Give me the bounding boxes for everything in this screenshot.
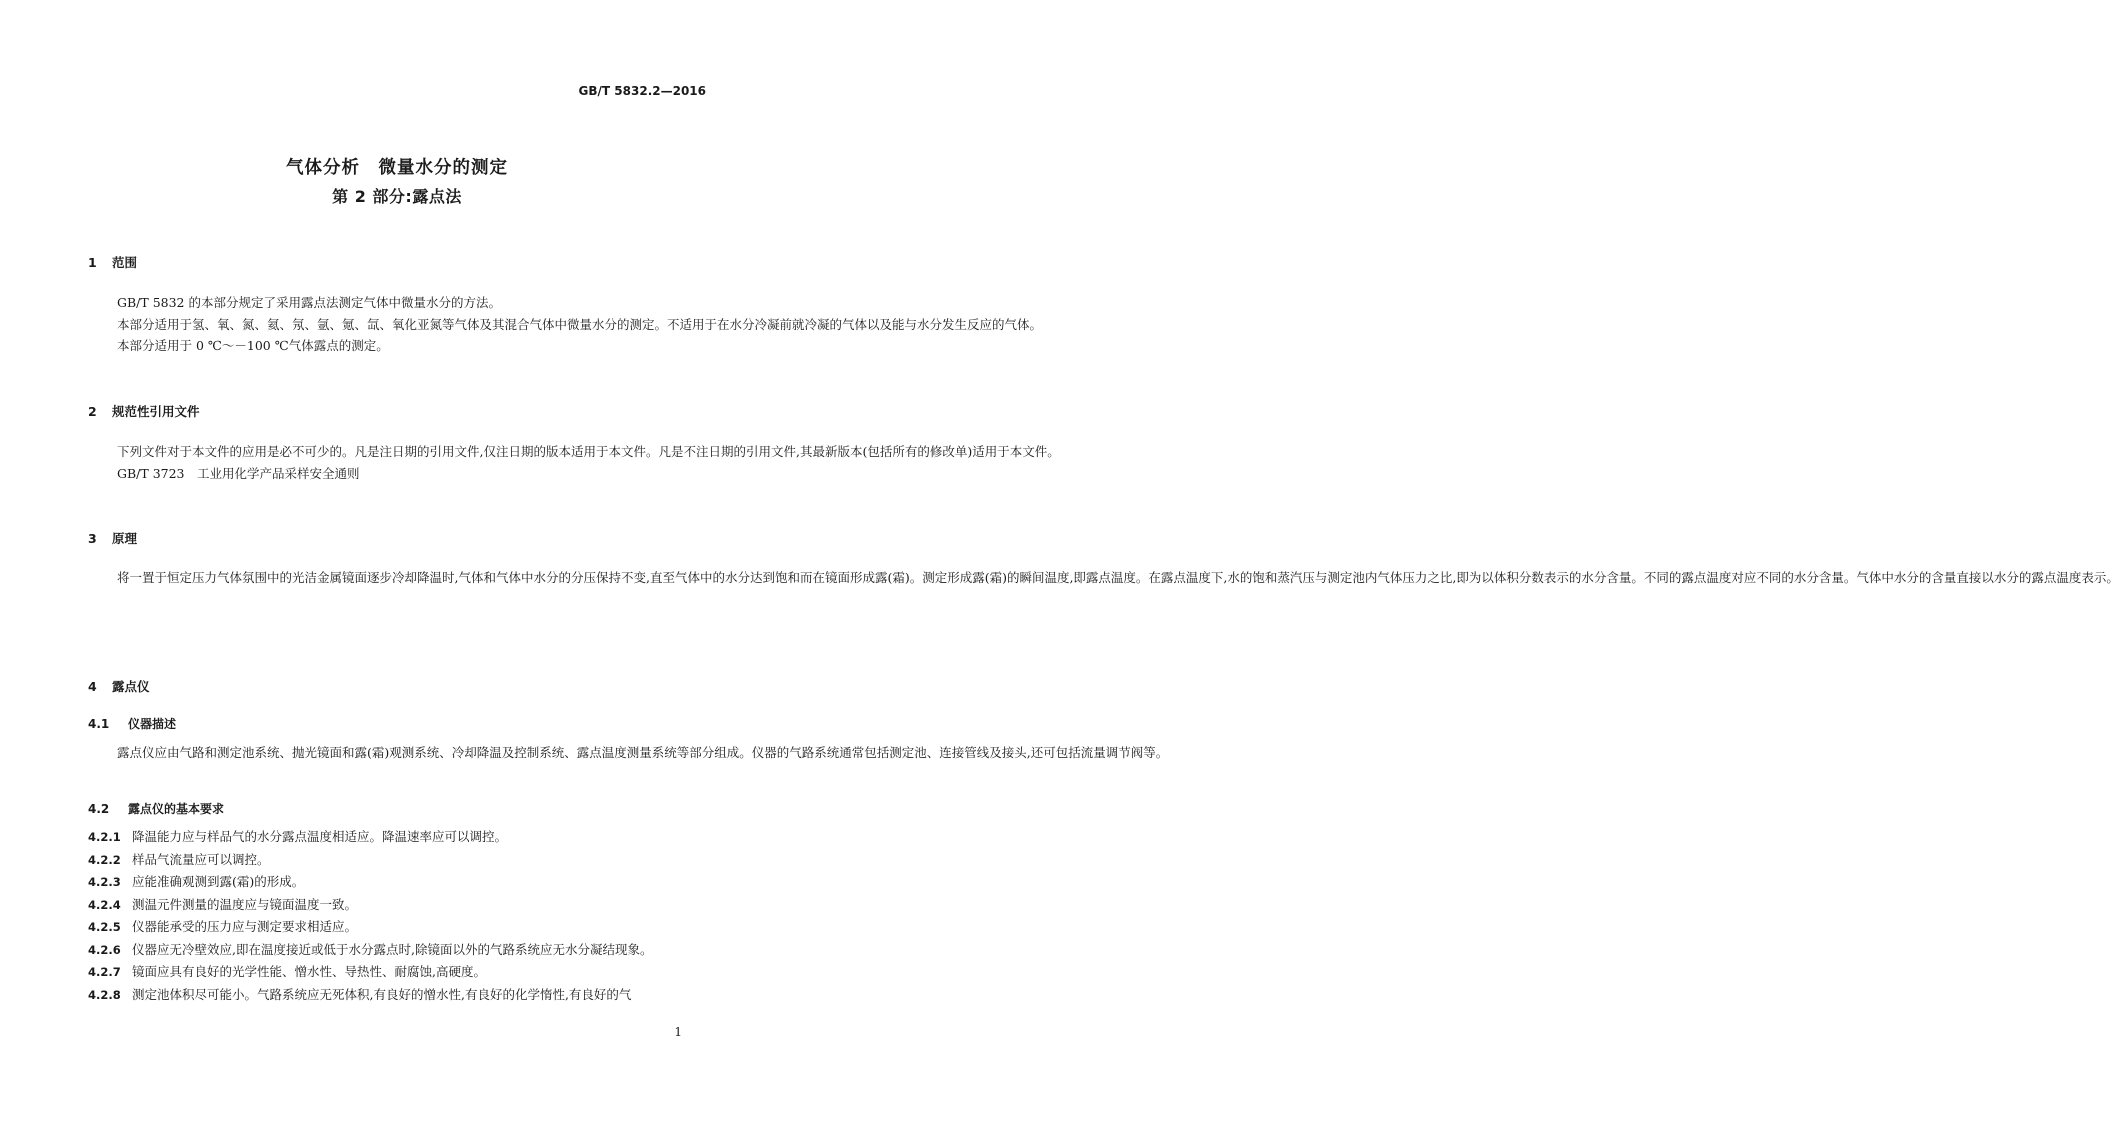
section-number: 1 — [88, 255, 97, 270]
standard-code: GB/T 5832.2—2016 — [578, 84, 706, 98]
section-title: 范围 — [112, 255, 138, 270]
subsection-title: 仪器描述 — [128, 717, 177, 731]
section-2-heading — [88, 402, 200, 420]
clause-text: 仪器能承受的压力应与测定要求相适应。 — [132, 919, 358, 934]
section-4-heading — [88, 677, 150, 695]
clause-item — [88, 939, 706, 962]
section-3-heading — [88, 529, 137, 547]
clause-number: 4.2.6 — [88, 942, 121, 957]
clause-number: 4.2.2 — [88, 852, 121, 867]
clause-item — [88, 849, 706, 872]
clause-number: 4.2.1 — [88, 830, 121, 844]
clause-number: 4.2.8 — [88, 987, 121, 1002]
subsection-number: 4.2 — [88, 802, 110, 816]
clause-text: 测定池体积尽可能小。气路系统应无死体积,有良好的憎水性,有良好的化学惰性,有良好的气 — [132, 986, 632, 1002]
paragraph: 本部分适用于 0 ℃～－100 ℃气体露点的测定。 — [117, 338, 389, 353]
subsection-title: 露点仪的基本要求 — [128, 802, 225, 816]
section-1-body — [88, 292, 1043, 357]
section-number: 2 — [88, 404, 97, 419]
clause-list — [88, 826, 706, 1006]
clause-item — [88, 916, 706, 939]
clause-item — [88, 894, 706, 917]
clause-number: 4.2.5 — [88, 920, 121, 934]
document-title-line2: 第 2 部分:露点法 — [332, 187, 462, 206]
section-title: 规范性引用文件 — [112, 404, 200, 419]
clause-item — [88, 826, 706, 849]
section-3-body — [88, 567, 2119, 589]
clause-item — [88, 871, 706, 894]
subsection-4-2-heading — [88, 800, 224, 817]
clause-item — [88, 961, 706, 984]
clause-number: 4.2.7 — [88, 965, 121, 979]
subsection-4-1-heading — [88, 715, 176, 732]
section-1-heading — [88, 253, 137, 271]
section-number: 4 — [88, 679, 97, 694]
subsection-4-1-body — [88, 742, 1169, 764]
clause-text: 测温元件测量的温度应与镜面温度一致。 — [132, 896, 358, 912]
document-title-line1: 气体分析 微量水分的测定 — [286, 158, 508, 178]
paragraph: 露点仪应由气路和测定池系统、抛光镜面和露(霜)观测系统、冷却降温及控制系统、露点温度测量系统等部分组成。仪器的气路系统通常包括测定池、连接管线及接头,还可包括流量调节阀等。 — [117, 745, 1169, 760]
section-title: 原理 — [112, 531, 138, 546]
page-number: 1 — [674, 1025, 682, 1039]
paragraph: 下列文件对于本文件的应用是必不可少的。凡是注日期的引用文件,仅注日期的版本适用于本文件。凡是不注日期的引用文件,其最新版本(包括所有的修改单)适用于本文件。 — [117, 444, 1060, 459]
clause-text: 应能准确观测到露(霜)的形成。 — [132, 874, 305, 889]
clause-text: 降温能力应与样品气的水分露点温度相适应。降温速率应可以调控。 — [132, 829, 508, 844]
paragraph: 本部分适用于氢、氧、氮、氦、氖、氩、氪、氙、氧化亚氮等气体及其混合气体中微量水分的测定。不适用于在水分冷凝前就冷凝的气体以及能与水分发生反应的气体。 — [117, 316, 1043, 332]
clause-item — [88, 984, 706, 1007]
clause-text: 仪器应无冷壁效应,即在温度接近或低于水分露点时,除镜面以外的气路系统应无水分凝结现象。 — [132, 941, 653, 957]
clause-number: 4.2.4 — [88, 897, 121, 912]
paragraph: 将一置于恒定压力气体氛围中的光洁金属镜面逐步冷却降温时,气体和气体中水分的分压保持不变,直至气体中的水分达到饱和而在镜面形成露(霜)。测定形成露(霜)的瞬间温度,即露点温度。在露点温度下,水的饱和蒸汽压与测定池内气体压力之比,即为以体积分数表示的水分含量。不同的露点温度对应不同的水分含量。气体中水分的含量直接以水分的露点温度表示。 — [117, 570, 2119, 585]
paragraph: GB/T 5832 的本部分规定了采用露点法测定气体中微量水分的方法。 — [117, 295, 501, 310]
section-title: 露点仪 — [112, 679, 150, 694]
clause-text: 镜面应具有良好的光学性能、憎水性、导热性、耐腐蚀,高硬度。 — [132, 964, 486, 979]
clause-number: 4.2.3 — [88, 875, 121, 889]
reference-entry: GB/T 3723 工业用化学产品采样安全通则 — [117, 465, 360, 481]
section-number: 3 — [88, 531, 97, 546]
clause-text: 样品气流量应可以调控。 — [132, 851, 270, 867]
section-2-body — [88, 441, 1060, 484]
subsection-number: 4.1 — [88, 717, 110, 731]
